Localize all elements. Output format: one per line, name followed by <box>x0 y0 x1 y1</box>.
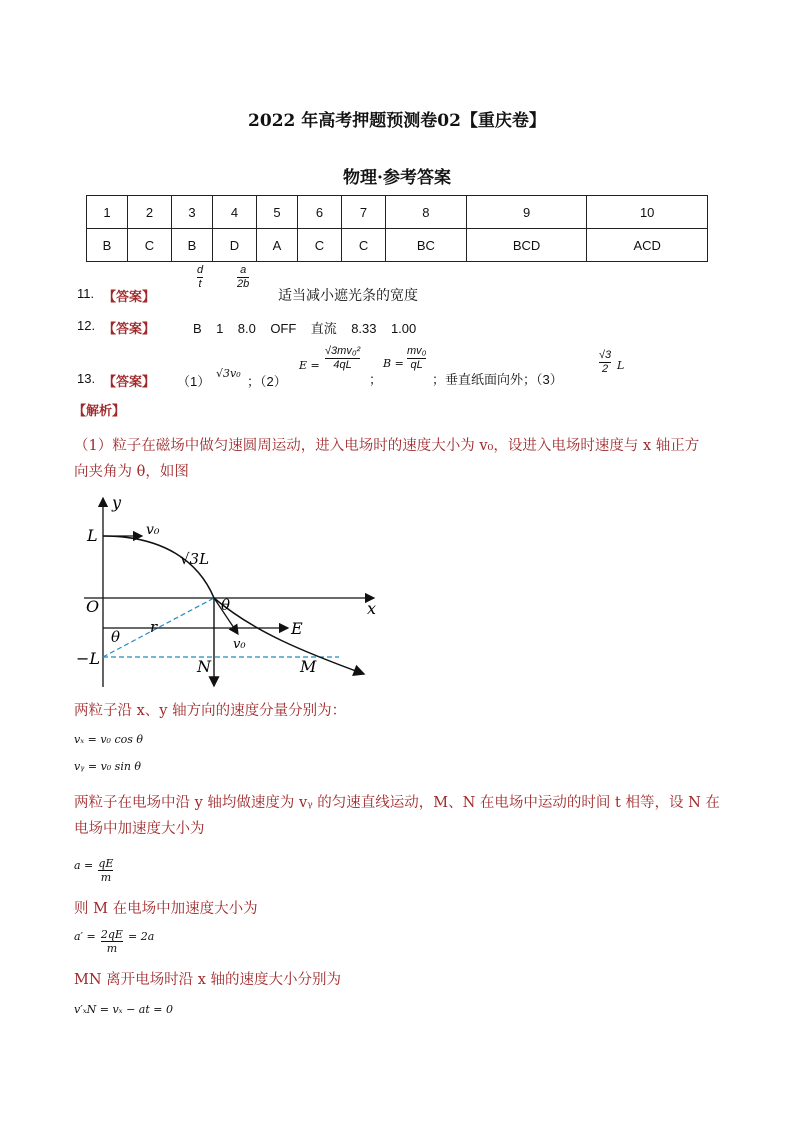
question-number-cell: 2 <box>127 196 171 229</box>
question-number-cell: 8 <box>386 196 467 229</box>
eq-a-den: m <box>100 871 112 884</box>
eq-aprime-fraction <box>101 928 123 955</box>
page-subtitle: 物理·参考答案 <box>343 168 451 188</box>
eq-aprime-den: m <box>106 942 118 955</box>
theta-label-exit: θ <box>221 596 231 614</box>
analysis-paragraph-3 <box>74 790 734 842</box>
q13-E-fraction <box>325 345 360 372</box>
M-label: M <box>300 657 317 676</box>
eq-a-prime <box>74 928 154 962</box>
analysis-p1-line2: 向夹角为 θ，如图 <box>74 464 189 480</box>
eq-vxN: v′ₓN = vₓ − at = 0 <box>74 1003 173 1016</box>
q11-frac1-den: t <box>198 278 202 290</box>
negL-label: −L <box>76 649 101 668</box>
answer-cell: ACD <box>587 229 708 262</box>
question-number-cell: 10 <box>587 196 708 229</box>
q13-part1: （1） <box>177 374 211 389</box>
question-number-cell: 5 <box>257 196 298 229</box>
q13-E-lhs: E = <box>299 359 320 372</box>
v0-exit-label: v₀ <box>233 637 246 652</box>
answer-cell: B <box>87 229 128 262</box>
eq-a <box>74 857 113 891</box>
eq-vy: vᵧ = v₀ sin θ <box>74 760 142 773</box>
eq-aprime-tail: = 2a <box>128 930 155 943</box>
q13-sep3: ；垂直纸面向外；（3） <box>432 372 563 387</box>
analysis-tag: 【解析】 <box>73 403 126 418</box>
answer-cell: B <box>172 229 213 262</box>
answer-cell: BC <box>386 229 467 262</box>
q13-sep2: ； <box>369 372 383 387</box>
eq-a-lhs: a = <box>74 859 94 872</box>
arc-length-label: √3L <box>180 550 210 568</box>
question-number-cell: 9 <box>466 196 587 229</box>
q13-B-lhs: B = <box>383 357 404 370</box>
q13-ans3-num: √3 <box>599 349 612 361</box>
q11-fraction-1 <box>197 264 203 291</box>
q13-E-num: √3mv₀² <box>325 345 361 357</box>
q11-number: 11. <box>77 286 95 301</box>
answer-table <box>86 195 708 262</box>
E-label: E <box>291 619 303 638</box>
trajectory-figure <box>74 492 384 692</box>
origin-label: O <box>86 597 100 616</box>
q13-B-num: mv₀ <box>407 345 427 357</box>
q12-values: B 1 8.0 OFF 直流 8.33 1.00 <box>193 321 417 336</box>
M-trajectory <box>214 598 364 674</box>
q13-ans3-den: 2 <box>602 363 609 375</box>
analysis-paragraph-5: MN 离开电场时沿 x 轴的速度大小分别为 <box>74 972 342 988</box>
q11-fraction-2 <box>237 264 249 291</box>
q13-number: 13. <box>77 371 96 386</box>
L-label: L <box>87 526 98 545</box>
radius-label: r <box>150 618 158 636</box>
analysis-p3-line1: 两粒子在电场中沿 y 轴均做速度为 vᵧ 的匀速直线运动，M、N 在电场中运动的时间 t 相等，设 N 在 <box>74 795 720 811</box>
q13-E-den: 4qL <box>333 359 352 371</box>
eq-vx: vₓ = v₀ cos θ <box>74 733 143 746</box>
answer-cell: C <box>297 229 341 262</box>
page-title: 2022 年高考押题预测卷02【重庆卷】 <box>248 111 546 131</box>
answer-cell: A <box>257 229 298 262</box>
answer-table-number-row <box>87 196 708 229</box>
q11-frac2-num: a <box>240 264 247 276</box>
q13-answer <box>77 345 717 389</box>
eq-a-fraction <box>98 857 113 884</box>
analysis-paragraph-2: 两粒子沿 x、y 轴方向的速度分量分别为： <box>74 703 347 719</box>
q13-B-den: qL <box>410 359 423 371</box>
q11-text: 适当减小遮光条的宽度 <box>278 287 418 303</box>
question-number-cell: 1 <box>87 196 128 229</box>
q13-ans1: √3v₀ <box>216 367 241 380</box>
analysis-p1-line1: （1）粒子在磁场中做匀速圆周运动，进入电场时的速度大小为 v₀，设进入电场时速度与 x 轴正方 <box>74 438 700 454</box>
question-number-cell: 7 <box>342 196 386 229</box>
q11-answer <box>77 264 677 308</box>
answer-table-answer-row <box>87 229 708 262</box>
question-number-cell: 4 <box>212 196 256 229</box>
q11-frac1-num: d <box>197 264 204 276</box>
eq-aprime-num: 2qE <box>100 928 123 941</box>
eq-aprime-lhs: a′ = <box>74 930 96 943</box>
q13-sep1: ；（2） <box>247 374 287 389</box>
y-axis-label: y <box>112 493 122 512</box>
answer-cell: D <box>212 229 256 262</box>
q13-B-fraction <box>407 345 426 372</box>
N-label: N <box>197 657 211 676</box>
q13-ans3-fraction <box>599 349 611 376</box>
analysis-paragraph-4: 则 M 在电场中加速度大小为 <box>74 901 258 917</box>
q13-tag: 【答案】 <box>103 374 156 389</box>
q12-tag: 【答案】 <box>103 321 156 336</box>
q11-frac2-den: 2b <box>237 278 250 290</box>
analysis-paragraph-1 <box>74 433 734 485</box>
q11-tag: 【答案】 <box>103 289 156 304</box>
question-number-cell: 3 <box>172 196 213 229</box>
x-axis-label: x <box>367 599 377 618</box>
answer-cell: C <box>127 229 171 262</box>
theta-label-origin: θ <box>111 628 121 646</box>
eq-a-num: qE <box>98 857 114 870</box>
q12-answer <box>77 316 677 340</box>
analysis-p3-line2: 电场中加速度大小为 <box>74 821 205 837</box>
question-number-cell: 6 <box>297 196 341 229</box>
q12-number: 12. <box>77 318 96 333</box>
answer-cell: C <box>342 229 386 262</box>
answer-cell: BCD <box>466 229 587 262</box>
v0-top-label: v₀ <box>146 522 160 538</box>
q13-ans3-tail: L <box>617 359 625 372</box>
